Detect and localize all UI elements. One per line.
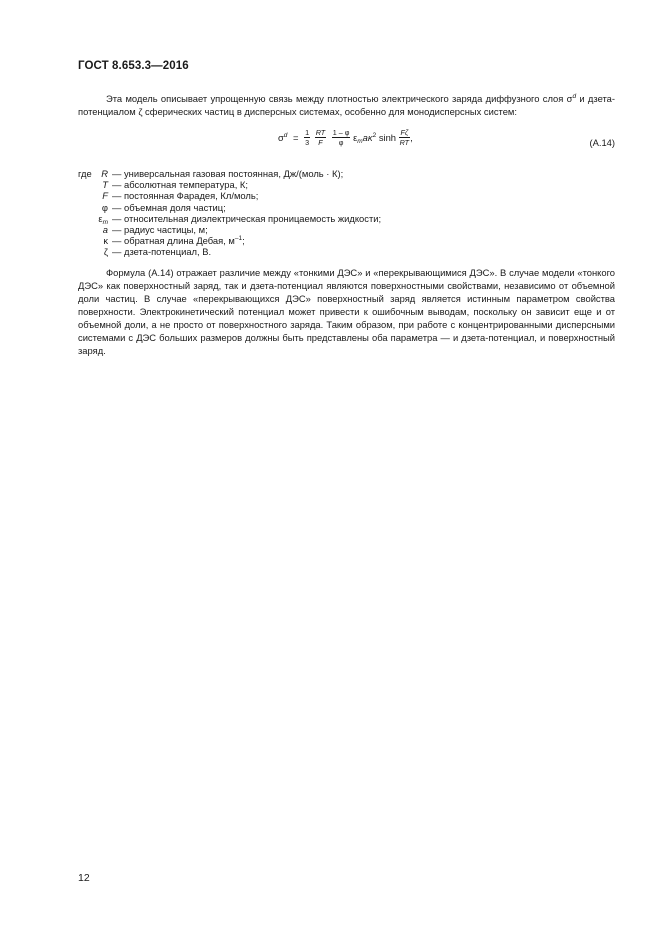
definition-text: — постоянная Фарадея, Кл/моль; [112,190,259,202]
formula-number: (А.14) [589,137,615,148]
formula-epsilon: $\varepsilon_m$ [353,132,363,145]
definition-text: — абсолютная температура, К; [112,179,248,191]
formula-lhs: $\sigma^d$ [278,132,288,143]
definition-symbol: F [102,190,108,202]
conclusion-paragraph: Формула (А.14) отражает различие между «тонкими ДЭС» и «перекрывающимися ДЭС». В случае модели «тонкого ДЭС» как поверхностный заряд, так и дзета-потенциал являются поверхностными свойствами, независимо от объемной доли частиц. В случае «перекрывающихся ДЭС» поверхностный заряд является истинным параметром свойства поверхности. Электрокинетический потенциал может привести к ошибочным выводам, поскольку он зависит еще и от объемной доли, а не просто от поверхностного заряда. Таким образом, при работе с концентрированными дисперсными системами с ДЭС больших размеров должны быть представлены оба параметра — и дзета-потенциал, и поверхностный заряд. [78,267,615,356]
definition-row [78,224,498,235]
intro-sigma-symbol: $\sigma^d$ [566,93,577,104]
formula-a14 [78,128,615,158]
definition-text: — объемная доля частиц; [112,201,226,213]
formula-fraction-phi: $\frac{1 - \varphi}{\varphi}$ [332,128,350,147]
definition-row [78,235,498,246]
intro-text-before: Эта модель описывает упрощенную связь между плотностью электрического заряда диффузного слоя [106,93,567,104]
definition-row [78,168,498,179]
intro-paragraph [78,92,615,118]
formula-fraction-rt-f: $\frac{RT}{F}$ [315,128,326,147]
formula-fraction-fzeta-rt: $\frac{F\zeta}{RT}$ [399,128,410,147]
definition-text: — относительная диэлектрическая проницаемость жидкости; [112,212,382,224]
definition-row [78,179,498,190]
definition-text: — универсальная газовая постоянная, Дж/(моль · К); [112,168,344,179]
definition-symbol: R [101,168,108,179]
formula-body [278,128,413,158]
definition-text: — радиус частицы, м; [112,223,208,235]
document-header: ГОСТ 8.653.3—2016 [78,60,189,72]
definition-row [78,213,498,224]
definition-symbol: a [102,223,108,235]
formula-sinh: sinh [378,132,397,143]
definition-row [78,246,498,257]
definition-row [78,202,498,213]
intro-text-after: и дзета-потенциалом ζ сферических частиц в дисперсных системах, особенно для монодисперсных систем: [78,93,615,117]
definitions-list [78,168,498,258]
definition-symbol: T [102,179,108,191]
definition-symbol-sub: m [102,218,108,226]
definition-symbol: κ [103,235,108,247]
definitions-lead: где [78,168,92,179]
formula-a-kappa: $a\kappa^2$ [362,132,377,143]
definition-symbol: φ [101,201,108,213]
definition-text: — обратная длина Дебая, $м^{-1}$; [112,235,245,247]
formula-equals: = [293,132,299,143]
definition-row [78,190,498,201]
definition-symbol: ε [98,212,103,224]
page-number: 12 [78,872,90,884]
definition-symbol: ζ [103,246,108,258]
formula-tail: , [410,132,413,143]
definition-text: — дзета-потенциал, В. [112,246,212,258]
formula-fraction-1-3: $\frac{1}{3}$ [305,128,310,147]
